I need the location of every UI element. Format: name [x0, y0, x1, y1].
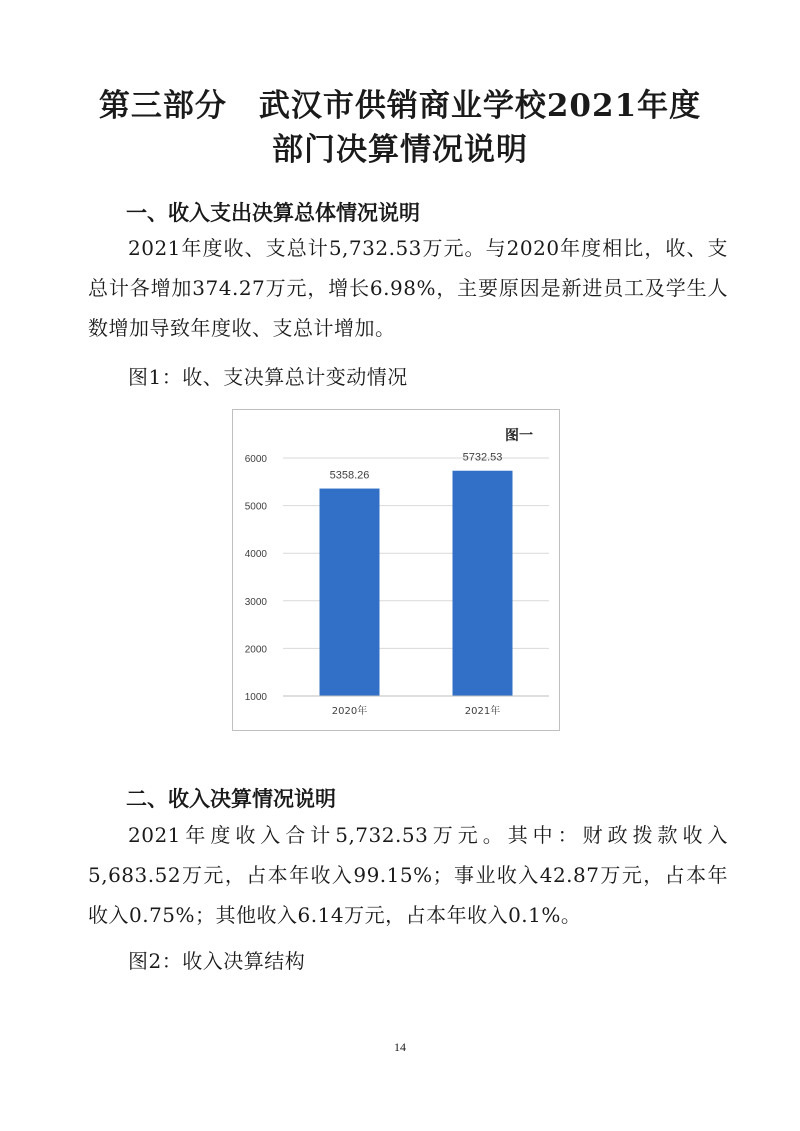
- section1-paragraph: 2021年度收、支总计5,732.53万元。与2020年度相比，收、支总计各增加374.27万元，增长6.98%，主要原因是新进员工及学生人数增加导致年度收、支总计增加。: [88, 236, 728, 340]
- figure2-caption: 图2：收入决算结构: [128, 949, 306, 973]
- y-tick-label: 2000: [244, 644, 267, 656]
- data-label: 5732.53: [462, 451, 503, 464]
- document-title-line2: 部门决算情况说明: [272, 132, 528, 168]
- bar-chart: [232, 409, 560, 731]
- chart-canvas: [233, 410, 559, 730]
- data-label: 5358.26: [329, 469, 370, 482]
- x-tick-label: 2020年: [331, 706, 368, 717]
- document-title-line1: 第三部分 武汉市供销商业学校2021年度: [98, 88, 702, 124]
- section2-heading: 二、收入决算情况说明: [126, 787, 336, 811]
- section1-heading: 一、收入支出决算总体情况说明: [126, 201, 420, 225]
- y-tick-label: 5000: [244, 501, 267, 513]
- bar-2020年: [320, 489, 380, 696]
- x-tick-label: 2021年: [464, 706, 501, 717]
- y-tick-label: 4000: [244, 549, 267, 561]
- section2-paragraph: 2021年度收入合计5,732.53万元。其中：财政拨款收入5,683.52万元，占本年收入99.15%；事业收入42.87万元，占本年收入0.75%；其他收入6.14万元，占本年收入0.1%。: [88, 823, 728, 927]
- page-number: 14: [394, 1040, 406, 1054]
- bar-2021年: [453, 471, 513, 696]
- y-tick-label: 3000: [244, 596, 267, 608]
- y-tick-label: 1000: [244, 692, 267, 703]
- y-tick-label: 6000: [244, 454, 267, 465]
- chart-title: 图一: [505, 428, 533, 444]
- figure1-caption: 图1：收、支决算总计变动情况: [128, 365, 408, 389]
